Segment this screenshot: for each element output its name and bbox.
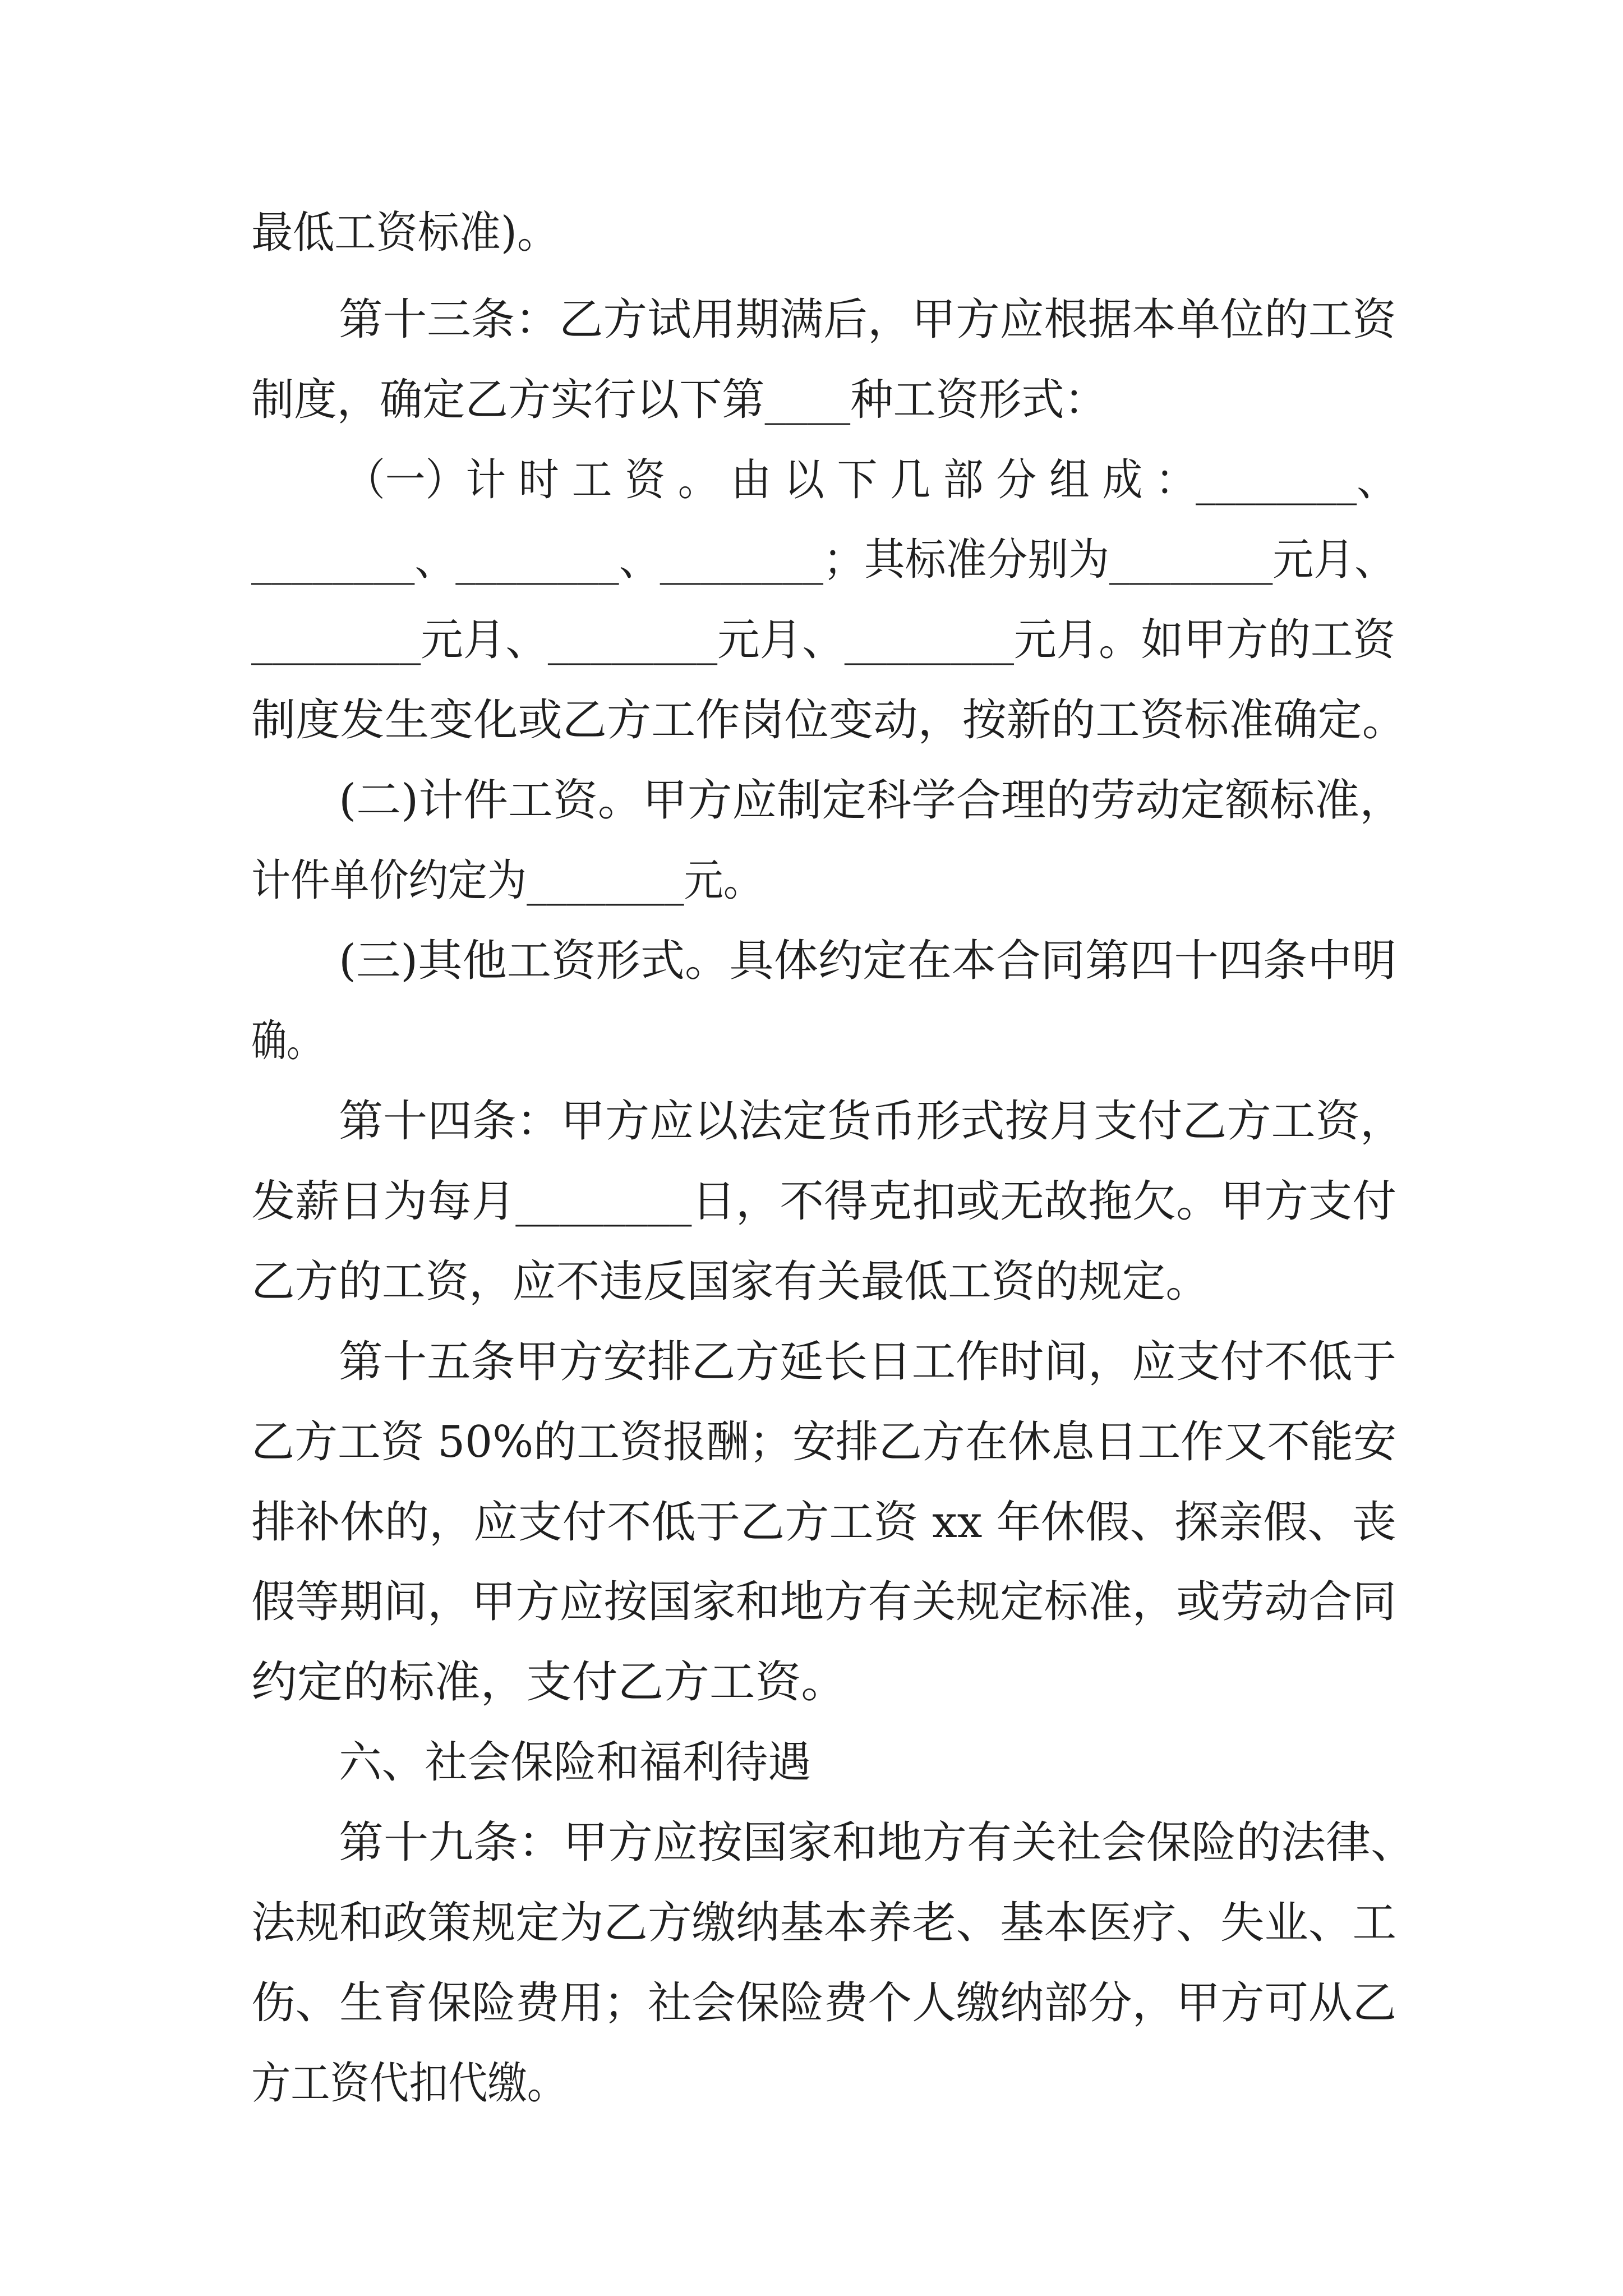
text-line: 计件单价约定为________元。 [251,855,763,906]
section-heading: 六、社会保险和福利待遇 [339,1737,811,1788]
text-line: 发薪日为每月________日，不得克扣或无故拖欠。甲方支付 [251,1176,1396,1227]
text-line: 排补休的，应支付不低于乙方工资 xx 年休假、探亲假、丧 [251,1497,1396,1548]
text-line: 乙方工资 50%的工资报酬；安排乙方在休息日工作又不能安 [251,1417,1396,1467]
text-line: 制度，确定乙方实行以下第____种工资形式： [251,375,1107,425]
text-line: 乙方的工资，应不违反国家有关最低工资的规定。 [251,1257,1209,1307]
text-line: 假等期间，甲方应按国家和地方有关规定标准，或劳动合同 [251,1577,1396,1627]
text-line: 制度发生变化或乙方工作岗位变动，按新的工资标准确定。 [251,695,1407,746]
text-line: ________元月、________元月、________元月。如甲方的工资 [251,615,1395,665]
text-line: (二)计件工资。甲方应制定科学合理的劳动定额标准， [339,775,1404,826]
text-line: ________、________、________；其标准分别为________元月、 [251,535,1395,585]
text-line: 确。 [251,1016,322,1066]
text-line: 第十九条：甲方应按国家和地方有关社会保险的法律、 [339,1818,1415,1868]
text-line: 法规和政策规定为乙方缴纳基本养老、基本医疗、失业、工 [251,1898,1396,1948]
text-line: 方工资代扣代缴。 [251,2058,566,2109]
text-line: 最低工资标准)。 [251,208,559,258]
text-line: 第十三条：乙方试用期满后，甲方应根据本单位的工资 [339,295,1396,345]
text-line: (三)其他工资形式。具体约定在本合同第四十四条中明 [339,936,1396,986]
text-line: 第十四条：甲方应以法定货币形式按月支付乙方工资， [339,1096,1404,1147]
text-line: 约定的标准，支付乙方工资。 [251,1657,847,1708]
text-line: 伤、生育保险费用；社会保险费个人缴纳部分，甲方可从乙 [251,1978,1396,2028]
text-line: （一）计 时 工 资 。 由 以 下 几 部 分 组 成 ：________、 [345,455,1397,505]
text-line: 第十五条甲方安排乙方延长日工作时间，应支付不低于 [339,1337,1396,1387]
